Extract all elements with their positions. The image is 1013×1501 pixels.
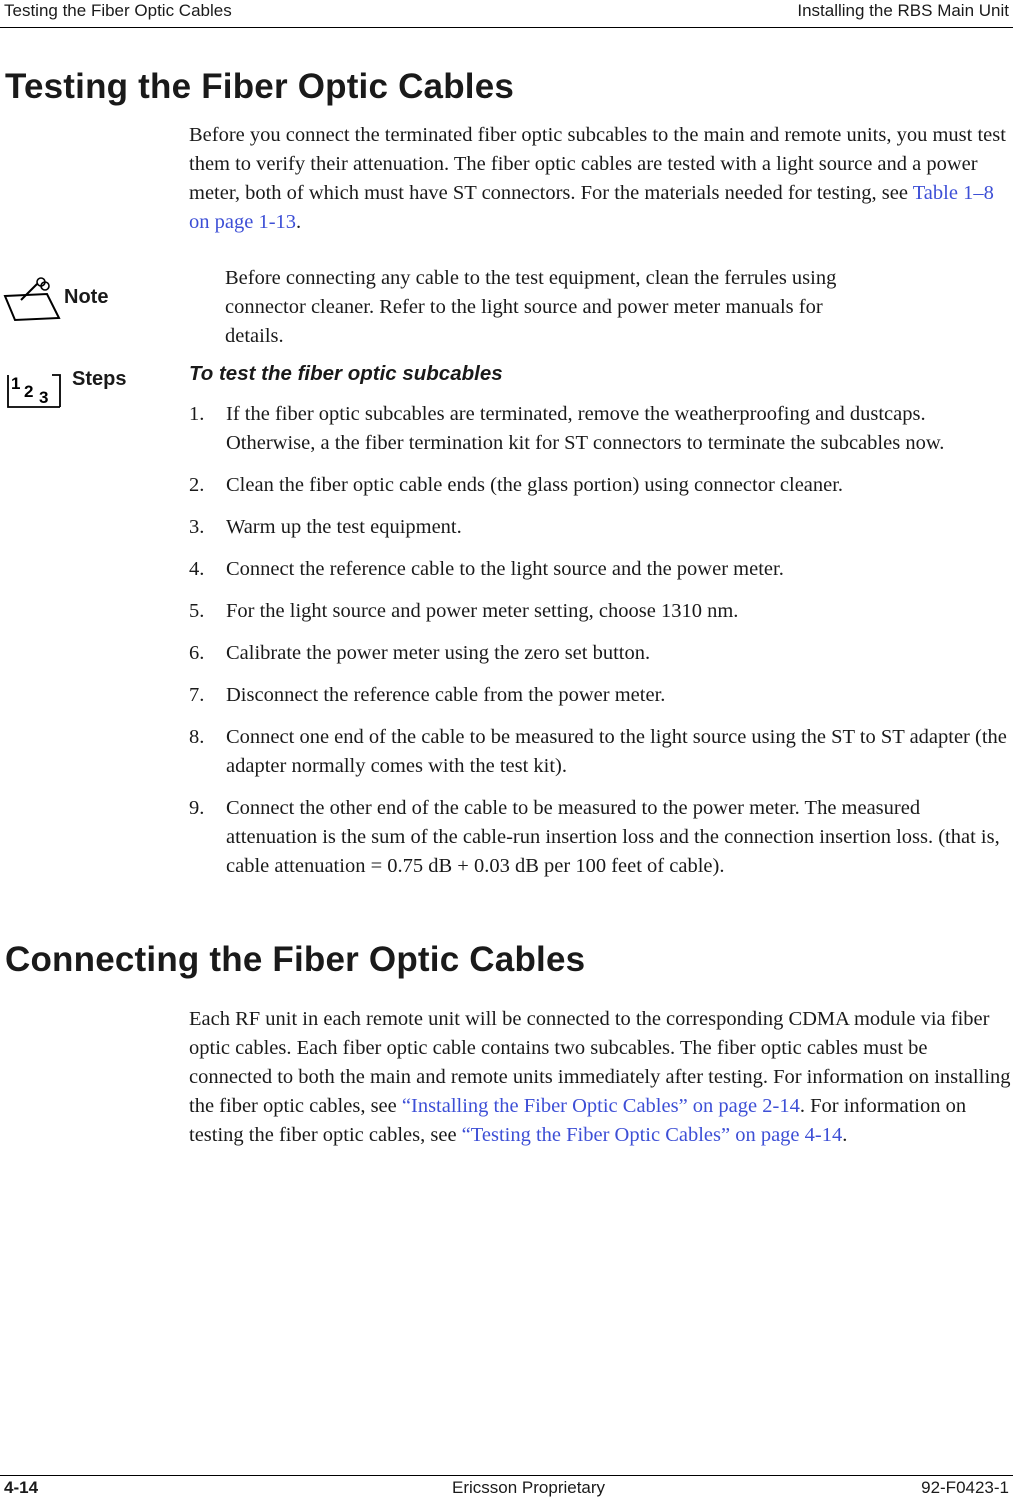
step-number: 6. — [189, 642, 205, 664]
steps-icon-digit-1: 1 — [11, 374, 21, 393]
page-footer — [0, 1475, 1013, 1501]
step-item — [189, 400, 1013, 458]
connecting-text-1: Each RF unit in each remote unit will be connected to the corresponding CDMA module via fiber optic cables. Each fiber optic cable contains two subcables. The fiber optic cables must be connected to both the main and remote units immediately after testing. For information on installing the fiber optic cables, see — [189, 1008, 1011, 1117]
step-item — [189, 723, 1013, 781]
step-item — [189, 555, 1013, 584]
note-text: Before connecting any cable to the test equipment, clean the ferrules using connector cleaner. Refer to the light source and power meter manuals for details. — [225, 267, 837, 347]
step-number: 3. — [189, 516, 205, 538]
section-heading-connecting: Connecting the Fiber Optic Cables — [5, 940, 586, 979]
step-number: 7. — [189, 684, 205, 706]
step-number: 9. — [189, 797, 205, 819]
table-reference-link[interactable]: Table 1–8 on page 1-13 — [189, 182, 994, 233]
step-item — [189, 639, 1013, 668]
step-text: If the fiber optic subcables are terminated, remove the weatherproofing and dustcaps. Otherwise, a the fiber termination kit for ST connectors to terminate the subcables now. — [226, 403, 945, 454]
footer-page-number: 4-14 — [4, 1478, 39, 1497]
connecting-text-2: . For information on testing the fiber optic cables, see — [189, 1095, 967, 1146]
steps-title: To test the fiber optic subcables — [189, 362, 503, 385]
step-text: For the light source and power meter setting, choose 1310 nm. — [226, 600, 739, 622]
step-text: Connect the other end of the cable to be measured to the power meter. The measured attenuation is the sum of the cable-run insertion loss and the connection insertion loss. (that is, cable attenuation = 0.75 dB + 0.03 dB per 100 feet of cable). — [226, 797, 1000, 877]
step-text: Calibrate the power meter using the zero set button. — [226, 642, 651, 664]
steps-icon-digit-3: 3 — [39, 388, 49, 407]
steps-numbers-icon — [2, 367, 66, 409]
connecting-paragraph — [189, 1005, 1011, 1150]
connecting-text-3: . — [842, 1124, 848, 1146]
footer-doc-id: 92-F0423-1 — [921, 1478, 1009, 1497]
step-text: Disconnect the reference cable from the power meter. — [226, 684, 666, 706]
steps-list — [189, 400, 1013, 894]
step-number: 5. — [189, 600, 205, 622]
intro-paragraph — [189, 121, 1011, 237]
step-text: Warm up the test equipment. — [226, 516, 462, 538]
header-section-title: Testing the Fiber Optic Cables — [4, 1, 232, 20]
step-item — [189, 471, 1013, 500]
step-item — [189, 794, 1013, 881]
header-chapter-title: Installing the RBS Main Unit — [797, 1, 1009, 20]
steps-icon-digit-2: 2 — [24, 382, 34, 401]
page-header — [0, 0, 1013, 28]
step-number: 1. — [189, 403, 205, 425]
step-text: Clean the fiber optic cable ends (the glass portion) using connector cleaner. — [226, 474, 844, 496]
intro-end: . — [296, 211, 302, 233]
step-item — [189, 513, 1013, 542]
step-text: Connect the reference cable to the light source and the power meter. — [226, 558, 784, 580]
step-number: 4. — [189, 558, 205, 580]
step-text: Connect one end of the cable to be measured to the light source using the ST to ST adapter (the adapter normally comes with the test kit). — [226, 726, 1007, 777]
footer-proprietary: Ericsson Proprietary — [452, 1478, 606, 1497]
testing-cables-link[interactable]: “Testing the Fiber Optic Cables” on page 4-14 — [461, 1124, 843, 1146]
step-item — [189, 681, 1013, 710]
note-pin-icon — [3, 276, 63, 326]
step-number: 2. — [189, 474, 205, 496]
section-heading-testing: Testing the Fiber Optic Cables — [5, 67, 515, 106]
steps-label: Steps — [72, 368, 127, 390]
step-item — [189, 597, 1013, 626]
step-number: 8. — [189, 726, 205, 748]
installing-cables-link[interactable]: “Installing the Fiber Optic Cables” on page 2-14 — [401, 1095, 800, 1117]
note-label: Note — [64, 286, 109, 308]
intro-text: Before you connect the terminated fiber optic subcables to the main and remote units, you must test them to verify their attenuation. The fiber optic cables are tested with a light source and a power meter, both of which must have ST connectors. For the materials needed for testing, see — [189, 124, 1006, 204]
